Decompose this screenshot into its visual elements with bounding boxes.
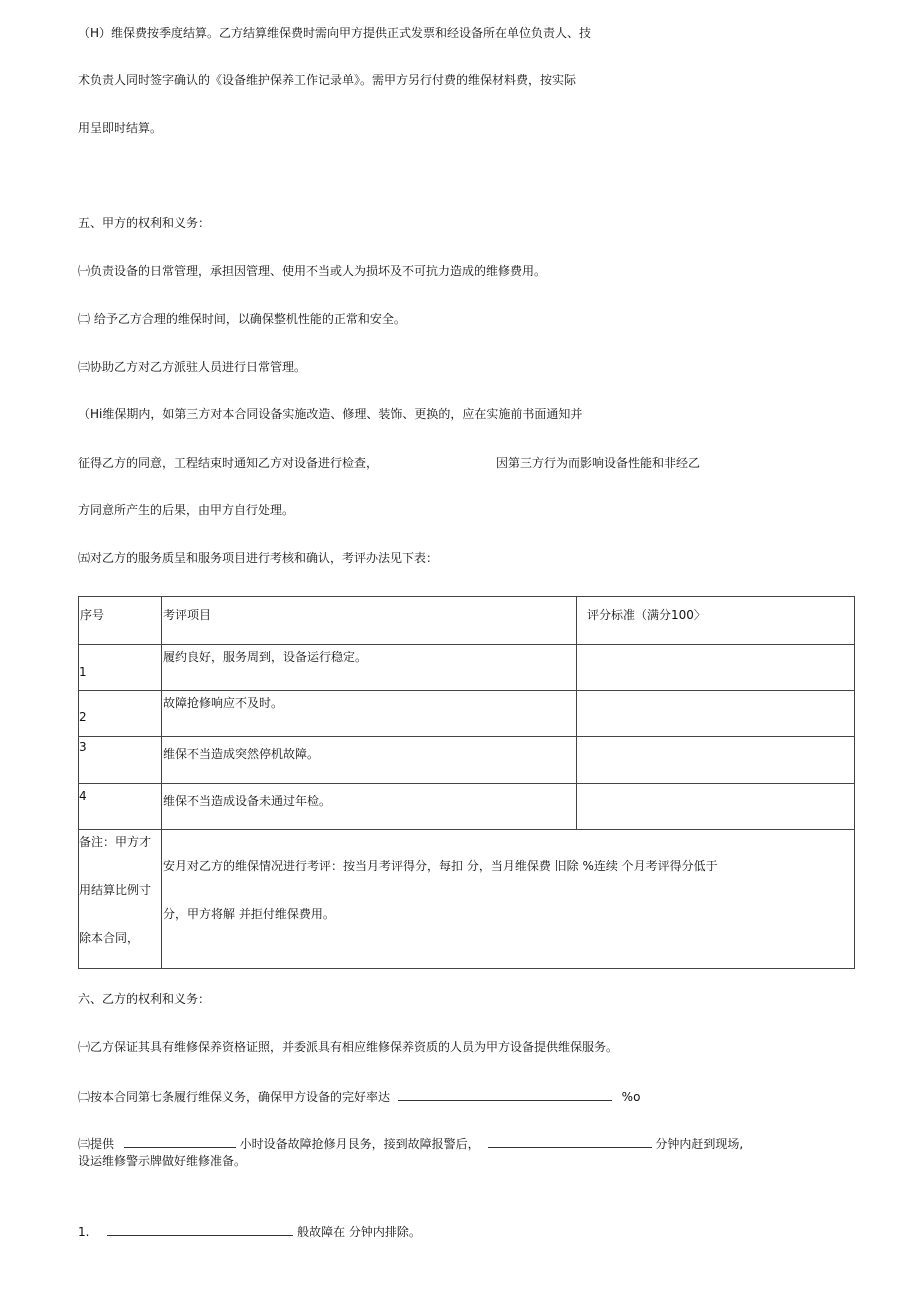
sub-item-number: 1. — [78, 1225, 90, 1239]
sec6-item-2-text: ㈡按本合同第七条履行维保义务，确保甲方设备的完好率达 — [78, 1090, 391, 1104]
table-cell-item — [162, 784, 577, 830]
note-right-line1: 安月对乙方的维保情况进行考评：按当月考评得分，每扣 分，当月维保费 旧除 %连续 个月考评得分低于 — [163, 859, 718, 873]
arrival-minutes-blank — [488, 1136, 652, 1148]
row-no: 3 — [79, 740, 87, 754]
row-no: 4 — [79, 789, 87, 803]
sec4-paragraph-line2: 术负责人同时签字确认的《设备维护保养工作记录单》。需甲方另行付费的维保材料费，按实际 — [78, 73, 577, 87]
table-note-right — [162, 830, 855, 969]
sec5-item-1: ㈠负责设备的日常管理，承担因管理、使用不当或人为损坏及不可抗力造成的维修费用。 — [78, 264, 547, 278]
sec6-sub-item-1 — [78, 1224, 421, 1239]
table-cell-score — [577, 737, 855, 784]
row-no: 1 — [79, 665, 87, 679]
sec6-item-2-unit: %o — [621, 1090, 641, 1104]
table-row — [79, 691, 855, 737]
sec5-item-4-line2b: 因第三方行为而影响设备性能和非经乙 — [496, 456, 701, 470]
sec4-paragraph-line3: 用呈即时结算。 — [78, 121, 163, 135]
table-header-cell — [162, 597, 577, 645]
sec6-item-3-line2: 设运维修警示牌做好维修准备。 — [78, 1154, 247, 1168]
evaluation-table — [78, 596, 855, 969]
row-item: 故障抢修响应不及时。 — [163, 696, 284, 710]
table-cell-item — [162, 737, 577, 784]
header-item: 考评项目 — [163, 608, 212, 622]
table-cell-no — [79, 784, 162, 830]
sec6-item-3-text-c: 分钟内赶到现场, — [655, 1137, 744, 1151]
row-no: 2 — [79, 710, 87, 724]
table-cell-item — [162, 691, 577, 737]
table-row — [79, 645, 855, 691]
table-cell-score — [577, 691, 855, 737]
note-left-line3: 除本合同， — [79, 931, 140, 945]
general-fault-blank — [107, 1224, 293, 1236]
sec5-heading: 五、甲方的权利和义务： — [78, 216, 211, 230]
sec5-item-4-line2a: 征得乙方的同意，工程结束时通知乙方对设备进行检查， — [78, 456, 379, 470]
row-item: 履约良好，服务周到，设备运行稳定。 — [163, 650, 368, 664]
table-cell-no — [79, 691, 162, 737]
table-note-left — [79, 830, 162, 969]
table-cell-score — [577, 645, 855, 691]
table-row — [79, 737, 855, 784]
table-cell-item — [162, 645, 577, 691]
table-header-cell — [577, 597, 855, 645]
table-row — [79, 784, 855, 830]
repair-hours-blank — [124, 1136, 236, 1148]
sec4-paragraph-line1: （H）维保费按季度结算。乙方结算维保费时需向甲方提供正式发票和经设备所在单位负责人、技 — [78, 26, 592, 40]
sec6-item-1: ㈠乙方保证其具有维修保养资格证照，并委派具有相应维修保养资质的人员为甲方设备提供维保服务。 — [78, 1040, 619, 1054]
completion-rate-blank — [398, 1089, 612, 1101]
note-right-line2: 分，甲方将解 并拒付维保费用。 — [163, 907, 335, 921]
sub-item-text: 般故障在 分钟内排除。 — [297, 1225, 421, 1239]
header-score: 评分标准（满分100〉 — [587, 608, 706, 622]
note-left-line1: 备注：甲方才 — [79, 835, 152, 849]
sec5-item-3: ㈢协助乙方对乙方派驻人员进行日常管理。 — [78, 360, 307, 374]
note-left-line2: 用结算比例寸 — [79, 883, 152, 897]
sec6-item-3-text-a: ㈢提供 — [78, 1137, 115, 1151]
table-cell-no — [79, 737, 162, 784]
sec5-item-2: ㈡ 给予乙方合理的维保时间，以确保整机性能的正常和安全。 — [78, 312, 406, 326]
table-cell-no — [79, 645, 162, 691]
sec5-item-5: ㈤对乙方的服务质呈和服务项目进行考核和确认，考评办法见下表： — [78, 551, 439, 565]
row-item: 维保不当造成突然停机故障。 — [163, 747, 320, 761]
sec6-item-3 — [78, 1136, 743, 1151]
table-header-cell — [79, 597, 162, 645]
sec6-item-2 — [78, 1089, 640, 1104]
header-no: 序号 — [80, 608, 105, 622]
table-note-row — [79, 830, 855, 969]
sec6-heading: 六、乙方的权利和义务： — [78, 992, 211, 1006]
sec5-item-4-line1: （Hi维保期内，如第三方对本合同设备实施改造、修理、装饰、更换的，应在实施前书面通知并 — [78, 407, 583, 421]
table-header-row — [79, 597, 855, 645]
table-cell-score — [577, 784, 855, 830]
row-item: 维保不当造成设备未通过年检。 — [163, 794, 332, 808]
sec5-item-4-line3: 方同意所产生的后果，由甲方自行处理。 — [78, 503, 295, 517]
sec6-item-3-text-b: 小时设备故障抢修月艮务，接到故障报警后， — [239, 1137, 480, 1151]
